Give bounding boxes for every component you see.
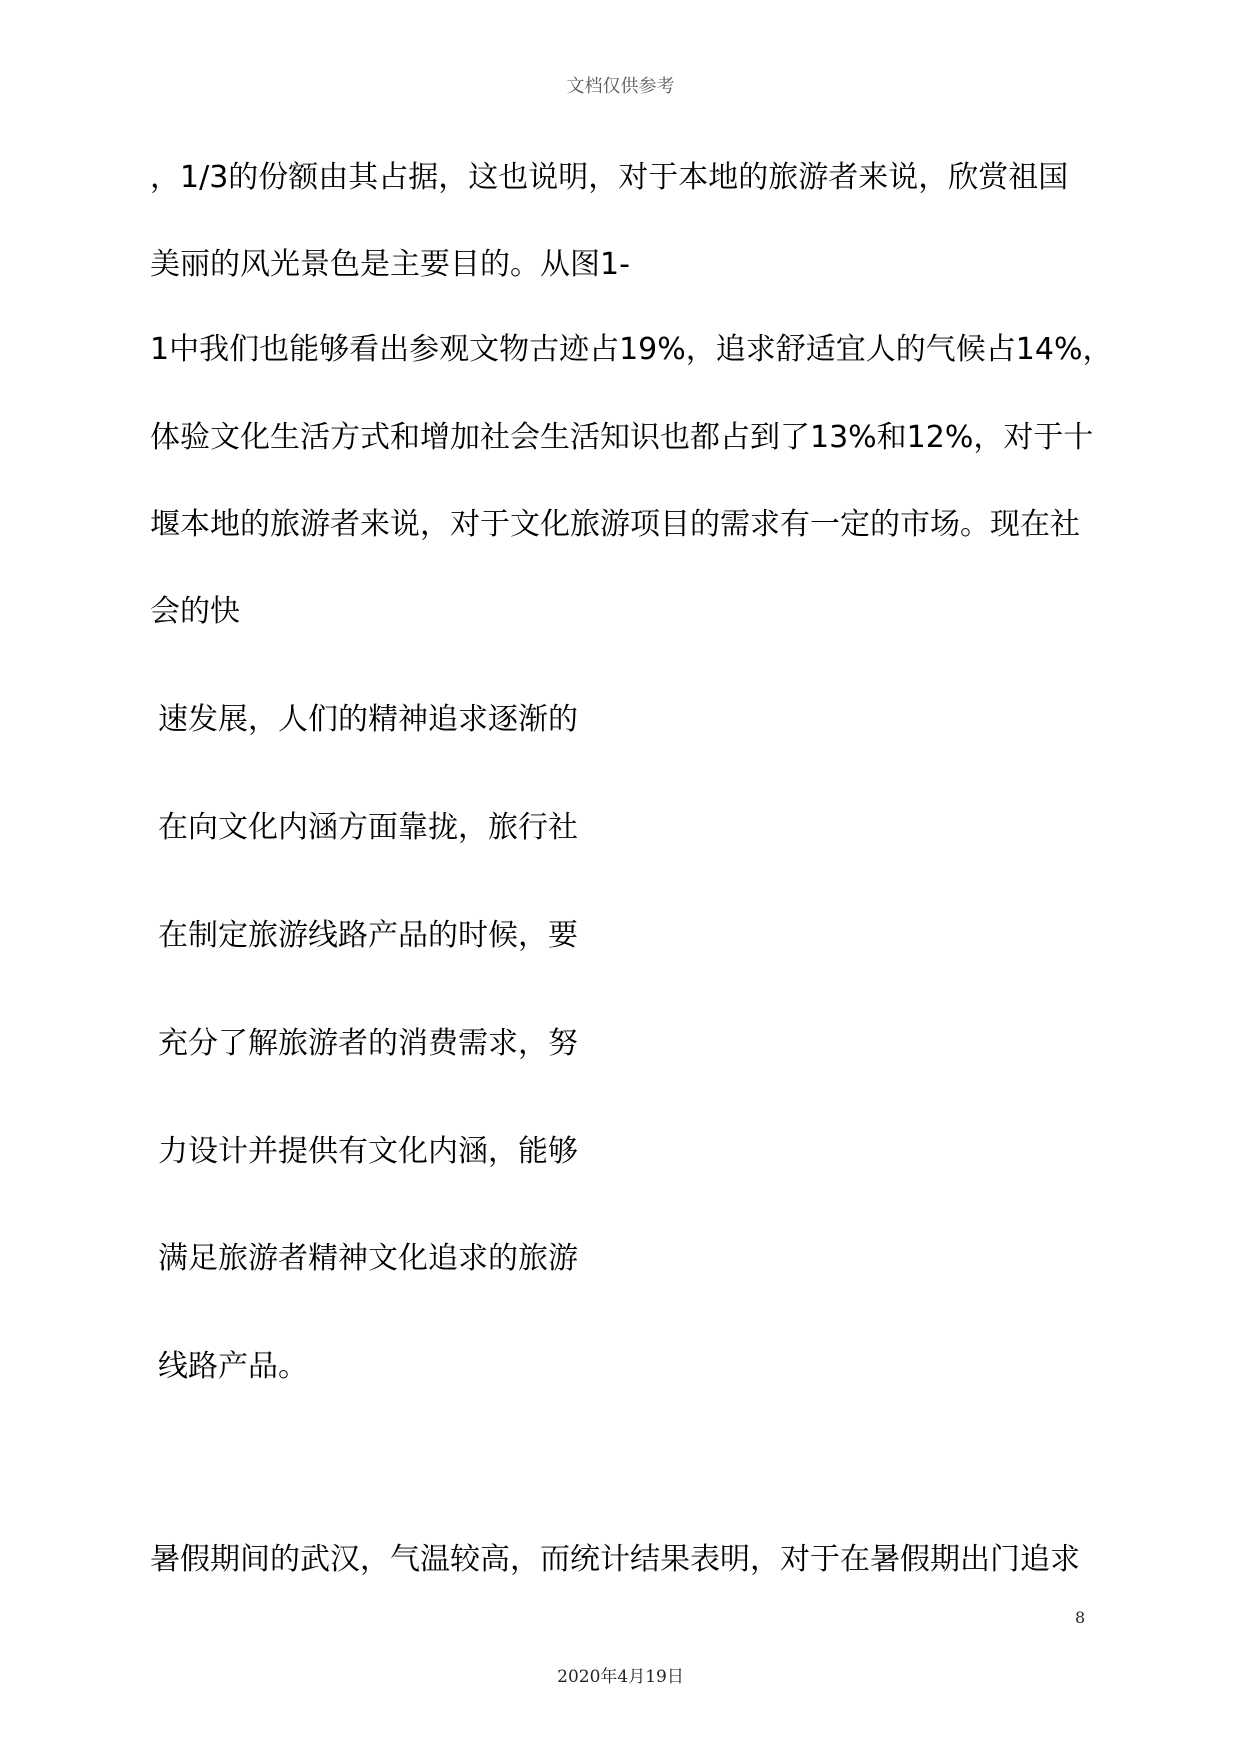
body-text-line: ，1/3的份额由其占据，这也说明，对于本地的旅游者来说，欣赏祖国	[150, 160, 1069, 195]
body-text-line: 体验文化生活方式和增加社会生活知识也都占到了13%和12%，对于十	[150, 420, 1094, 455]
column-text-line: 充分了解旅游者的消费需求，努	[158, 1026, 578, 1061]
body-text-line: 堰本地的旅游者来说，对于文化旅游项目的需求有一定的市场。现在社	[150, 507, 1080, 542]
column-text-line: 线路产品。	[158, 1349, 308, 1384]
column-text-line: 满足旅游者精神文化追求的旅游	[158, 1241, 578, 1276]
column-text-line: 速发展，人们的精神追求逐渐的	[158, 702, 578, 737]
body-text-line: 会的快	[150, 594, 240, 629]
column-text-line: 在向文化内涵方面靠拢，旅行社	[158, 810, 578, 845]
body-text-line: 1中我们也能够看出参观文物古迹占19%，追求舒适宜人的气候占14%，	[150, 332, 1113, 367]
page-number: 8	[1075, 1608, 1086, 1627]
footer-date: 2020年4月19日	[557, 1667, 684, 1687]
body-text-line: 暑假期间的武汉，气温较高，而统计结果表明，对于在暑假期出门追求	[150, 1542, 1080, 1577]
page-header: 文档仅供参考	[566, 76, 675, 97]
body-text-line: 美丽的风光景色是主要目的。从图1-	[150, 247, 630, 282]
column-text-line: 在制定旅游线路产品的时候，要	[158, 918, 578, 953]
column-text-line: 力设计并提供有文化内涵，能够	[158, 1134, 578, 1169]
